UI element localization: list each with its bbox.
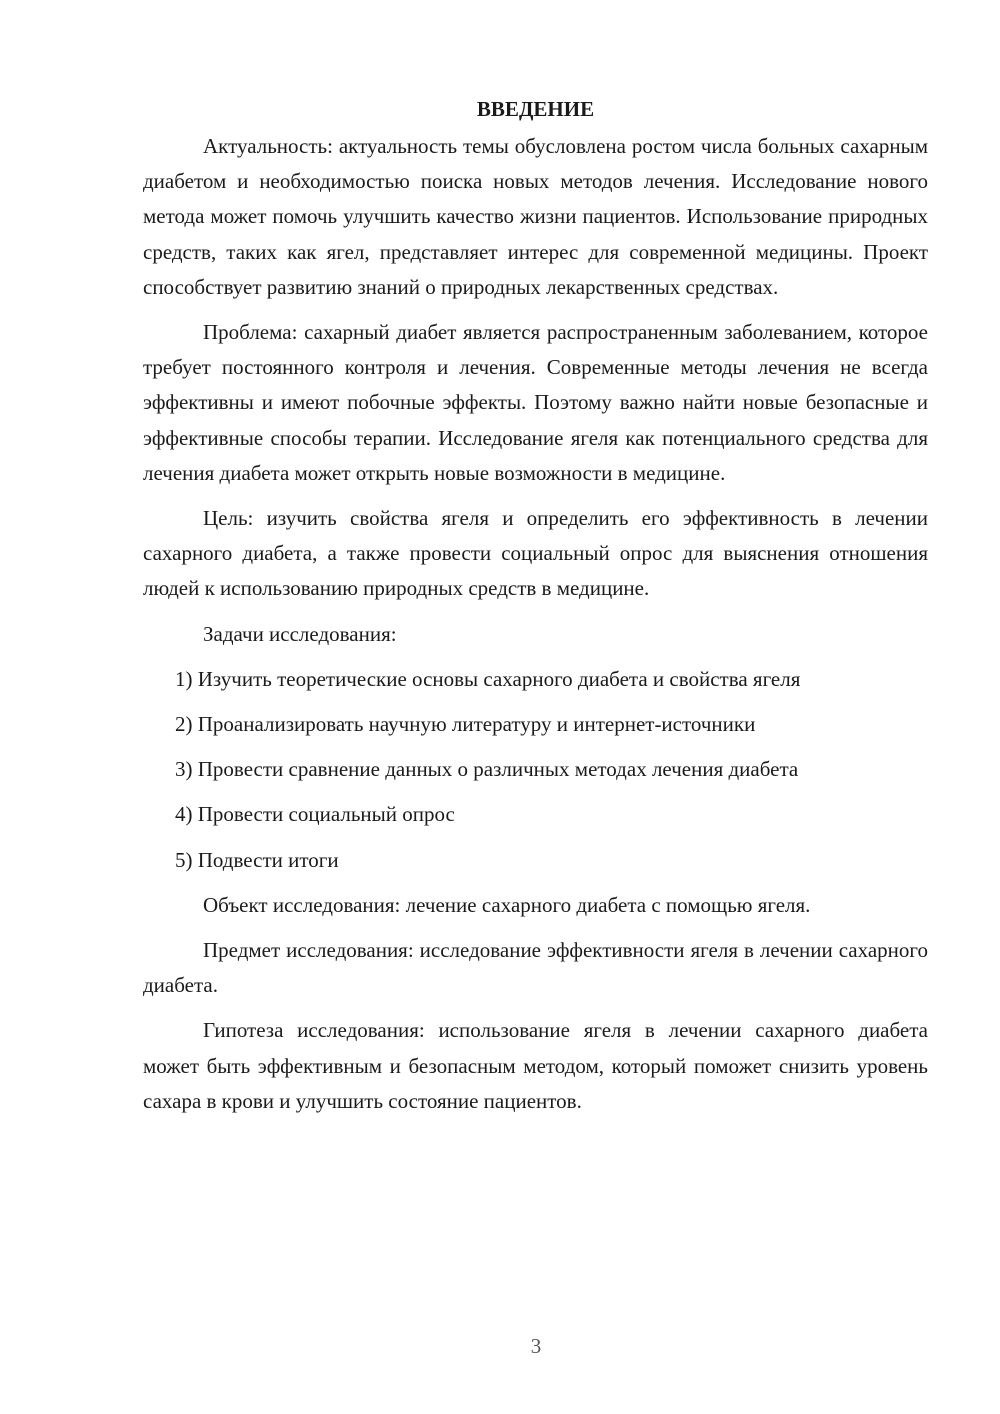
list-item: 5) Подвести итоги (175, 847, 339, 872)
paragraph-subject: Предмет исследования: исследование эффективности ягеля в лечении сахарного диабета. (143, 938, 928, 998)
page-number: 3 (530, 1334, 542, 1358)
list-item: 1) Изучить теоретические основы сахарного диабета и свойства ягеля (175, 666, 801, 691)
tasks-heading: Задачи исследования: (203, 621, 397, 646)
tasks-list (143, 662, 928, 878)
paragraph-relevance: Актуальность: актуальность темы обусловлена ростом числа больных сахарным диабетом и необходимостью поиска новых методов лечения. Исследование нового метода может помочь улучшить качество жизни пациентов. Использование природных средств, таких как ягел, представляет интерес для современной медицины. Проект способствует развитию знаний о природных лекарственных средствах. (143, 134, 928, 299)
page-title: ВВЕДЕНИЕ (476, 97, 595, 121)
document-page (143, 92, 928, 1129)
paragraph-problem: Проблема: сахарный диабет является распространенным заболеванием, которое требует постоянного контроля и лечения. Современные методы лечения не всегда эффективны и имеют побочные эффекты. Поэтому важно найти новые безопасные и эффективные способы терапии. Исследование ягеля как потенциального средства для лечения диабета может открыть новые возможности в медицине. (143, 320, 928, 485)
paragraph-hypothesis: Гипотеза исследования: использование ягеля в лечении сахарного диабета может быть эффективным и безопасным методом, который поможет снизить уровень сахара в крови и улучшить состояние пациентов. (143, 1018, 928, 1113)
paragraph-object: Объект исследования: лечение сахарного диабета с помощью ягеля. (203, 892, 811, 917)
list-item: 4) Провести социальный опрос (175, 802, 455, 827)
list-item: 3) Провести сравнение данных о различных методах лечения диабета (175, 757, 799, 782)
paragraph-goal: Цель: изучить свойства ягеля и определить его эффективность в лечении сахарного диабета, а также провести социальный опрос для выяснения отношения людей к использованию природных средств в медицине. (143, 506, 928, 601)
list-item: 2) Проанализировать научную литературу и интернет-источники (175, 712, 756, 737)
